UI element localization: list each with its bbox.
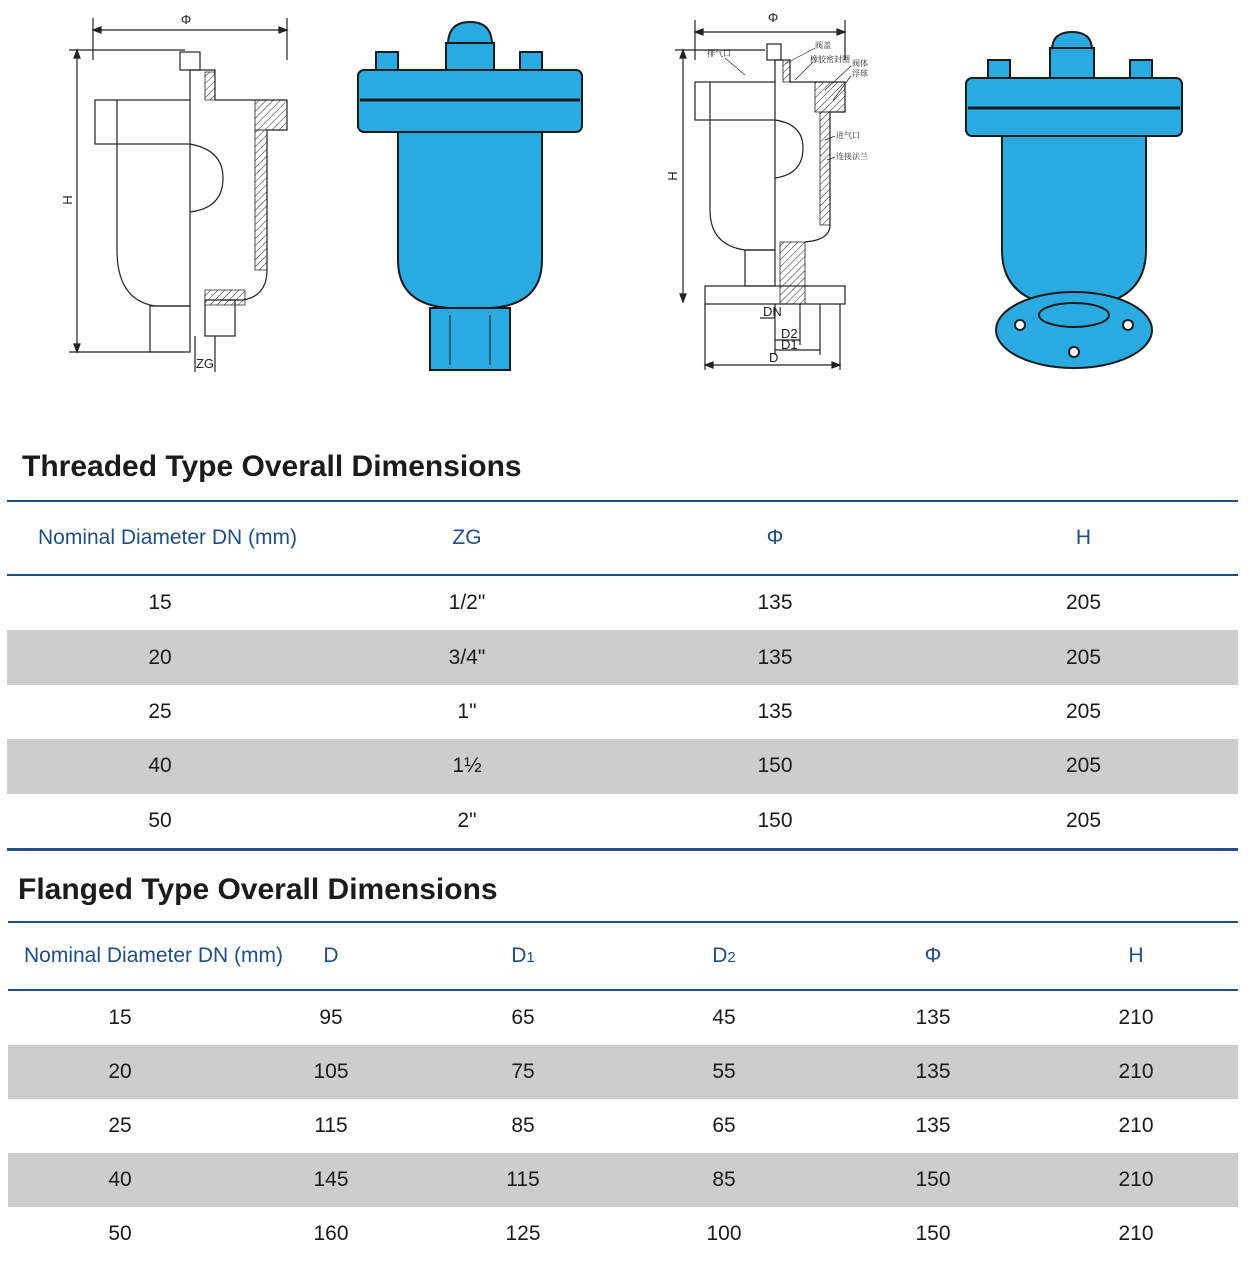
table-cell: 2": [313, 794, 621, 850]
product-drawings: [0, 0, 1254, 400]
column-header: Φ: [621, 501, 929, 575]
table-cell: 20: [8, 1045, 232, 1099]
table-cell: 55: [616, 1045, 832, 1099]
flanged-valve-illustration: [960, 0, 1190, 390]
table-cell: 210: [1118, 1114, 1154, 1137]
table-cell: 20: [7, 630, 313, 684]
table-cell: 75: [430, 1045, 616, 1099]
table-cell: 135: [757, 591, 793, 615]
table-cell: 40: [8, 1153, 232, 1207]
table-cell: 150: [621, 794, 929, 850]
flanged-section-title: Flanged Type Overall Dimensions: [18, 873, 498, 906]
table-cell: 125: [505, 1222, 541, 1245]
flanged-section-drawing: [665, 0, 895, 390]
zg-dimension-label: ZG: [195, 356, 215, 371]
table-cell: 150: [915, 1222, 951, 1245]
table-cell: 45: [712, 1006, 736, 1029]
table-row: [7, 575, 1238, 630]
table-row: [8, 990, 1238, 1045]
table-cell: 150: [832, 1153, 1034, 1207]
d1-dimension-label: D1: [781, 337, 798, 352]
part-note: 排气口: [707, 49, 731, 58]
table-cell: 85: [511, 1114, 535, 1137]
part-note: 连接法兰: [836, 152, 868, 161]
table-cell: 40: [7, 739, 313, 793]
table-row: [8, 1207, 1238, 1261]
column-header: Nominal Diameter DN (mm): [7, 501, 313, 575]
table-cell: 135: [757, 699, 793, 723]
threaded-section-title: Threaded Type Overall Dimensions: [22, 450, 522, 483]
table-cell: 115: [430, 1153, 616, 1207]
table-cell: 205: [929, 630, 1238, 684]
table-cell: 210: [1118, 1222, 1154, 1245]
table-cell: 210: [1034, 1045, 1238, 1099]
table-cell: 150: [621, 739, 929, 793]
table-cell: 25: [148, 699, 172, 723]
height-dimension-label: H: [60, 195, 75, 205]
threaded-valve-illustration: [350, 0, 590, 390]
column-header: Φ: [832, 922, 1034, 990]
column-header: D: [232, 922, 430, 990]
table-cell: 135: [915, 1114, 951, 1137]
table-row: [7, 630, 1238, 684]
table-cell: 205: [1065, 591, 1102, 615]
table-cell: 65: [712, 1114, 736, 1137]
table-header-row: [7, 501, 1238, 575]
table-cell: 100: [706, 1222, 742, 1245]
table-row: [8, 1099, 1238, 1153]
table-cell: 205: [929, 739, 1238, 793]
table-cell: 1/2": [448, 591, 486, 615]
threaded-dimensions-table: [7, 500, 1238, 851]
column-header: Nominal Diameter DN (mm): [8, 922, 232, 990]
part-note: 阀体: [852, 59, 868, 68]
part-note: 橡胶密封圈: [810, 55, 850, 64]
part-note: 浮球: [852, 69, 868, 78]
table-cell: 15: [108, 1006, 132, 1029]
table-cell: 205: [1065, 699, 1102, 723]
table-cell: 210: [1034, 1153, 1238, 1207]
d2-dimension-label: D2: [781, 326, 798, 341]
table-row: [7, 685, 1238, 739]
column-header: D2: [616, 922, 832, 990]
table-cell: 135: [915, 1006, 951, 1029]
part-note: 进气口: [836, 131, 860, 140]
d-dimension-label: D: [769, 350, 779, 365]
table-cell: 135: [621, 630, 929, 684]
table-cell: 25: [108, 1114, 132, 1137]
table-row: [7, 739, 1238, 793]
threaded-section-drawing: [55, 0, 305, 390]
table-cell: 1": [457, 699, 477, 723]
table-cell: 115: [314, 1114, 348, 1137]
table-cell: 1½: [313, 739, 621, 793]
phi-dimension-label: Φ: [767, 10, 779, 25]
table-cell: 15: [148, 591, 172, 615]
column-header: H: [929, 501, 1238, 575]
height-dimension-label: H: [665, 171, 680, 181]
column-header: D1: [430, 922, 616, 990]
table-cell: 105: [232, 1045, 430, 1099]
table-cell: 205: [929, 794, 1238, 850]
flanged-dimensions-table: [8, 921, 1238, 1261]
table-row: [7, 794, 1238, 850]
table-cell: 85: [616, 1153, 832, 1207]
column-header: H: [1034, 922, 1238, 990]
table-cell: 210: [1118, 1006, 1154, 1029]
table-cell: 50: [7, 794, 313, 850]
table-cell: 3/4": [313, 630, 621, 684]
table-cell: 135: [832, 1045, 1034, 1099]
column-header: ZG: [313, 501, 621, 575]
table-row: [8, 1045, 1238, 1099]
phi-dimension-label: Φ: [180, 12, 192, 27]
table-row: [8, 1153, 1238, 1207]
table-cell: 95: [319, 1006, 343, 1029]
table-cell: 50: [108, 1222, 132, 1245]
table-cell: 145: [232, 1153, 430, 1207]
part-note: 阀盖: [815, 41, 831, 50]
dn-dimension-label: DN: [763, 304, 782, 319]
table-cell: 160: [313, 1222, 349, 1245]
table-cell: 65: [511, 1006, 535, 1029]
table-header-row: [8, 922, 1238, 990]
